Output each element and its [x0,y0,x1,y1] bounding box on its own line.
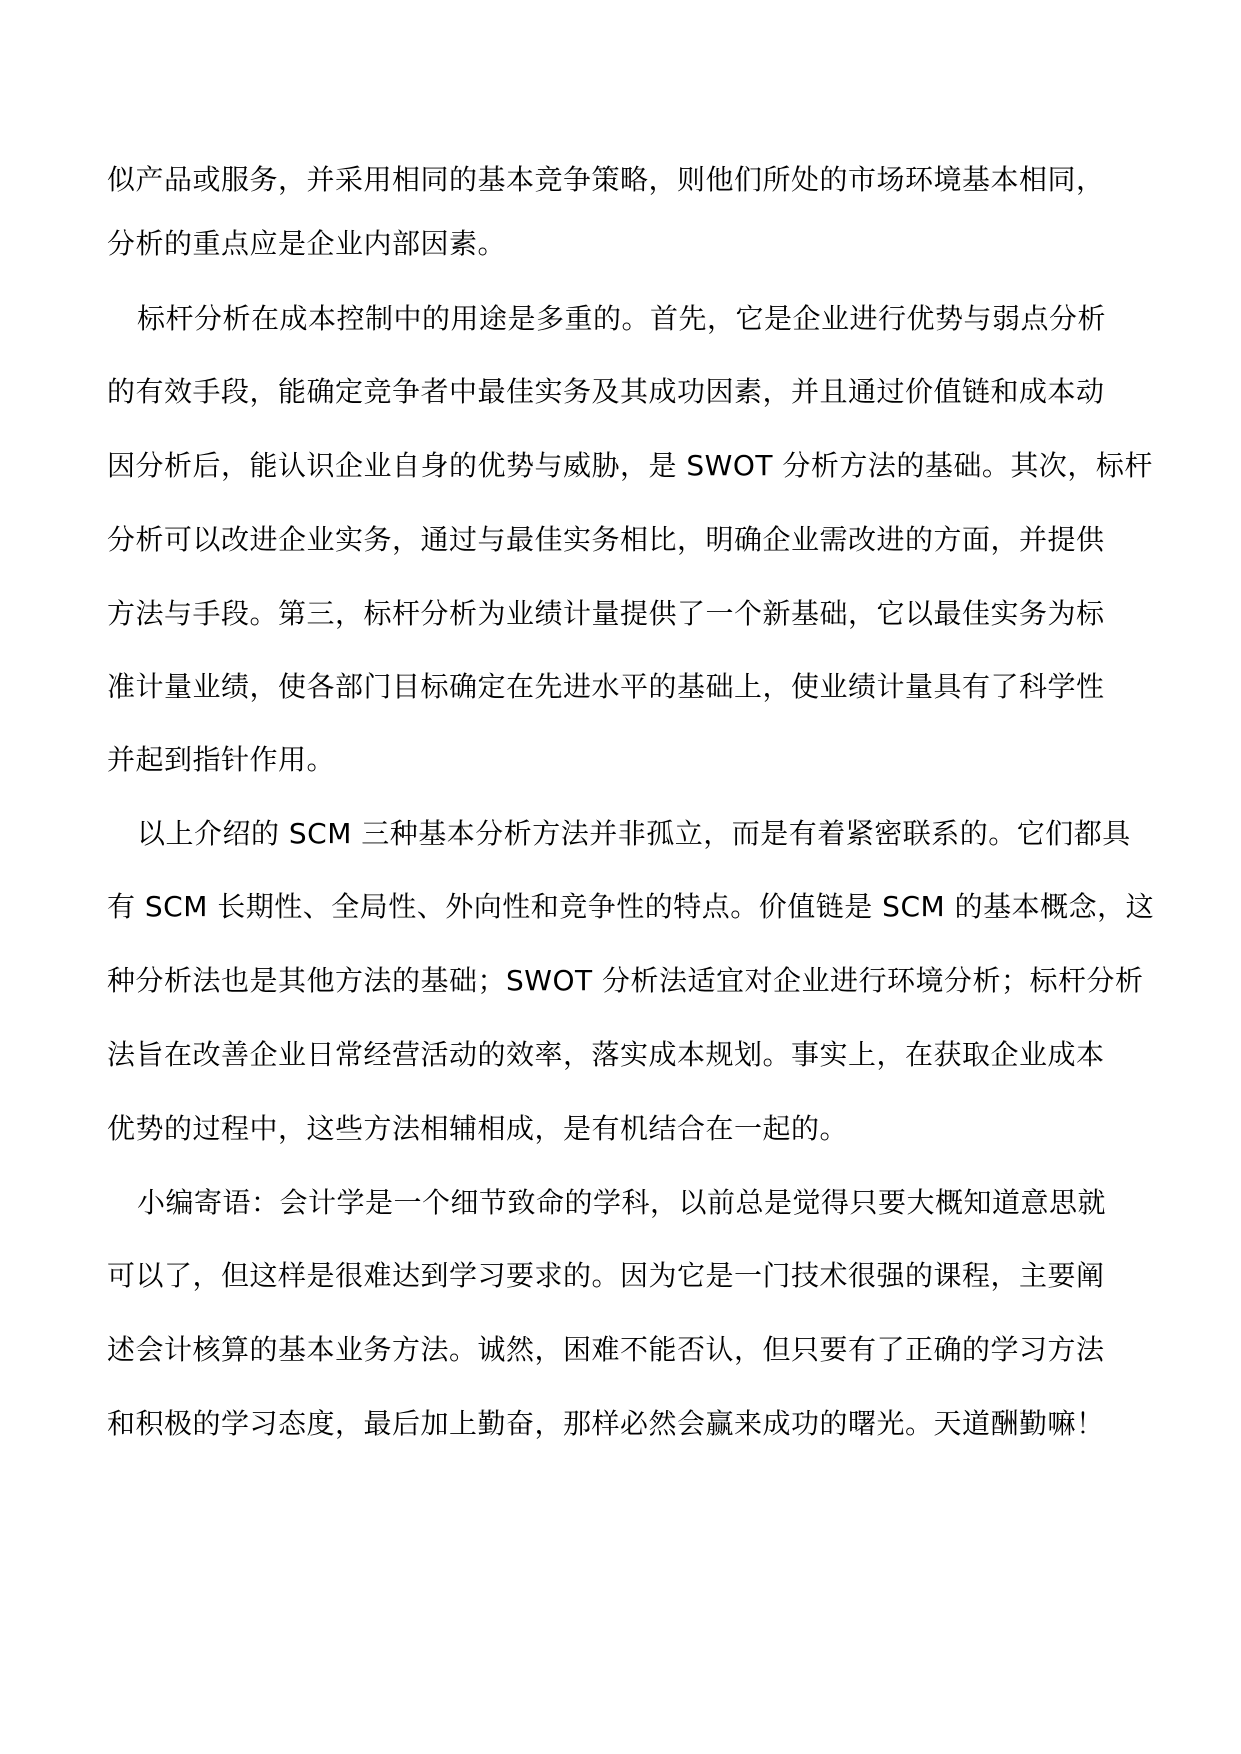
text-line: 有 SCM 长期性、全局性、外向性和竞争性的特点。价值链是 SCM 的基本概念，这 [107,890,1155,923]
text-line: 可以了，但这样是很难达到学习要求的。因为它是一门技术很强的课程，主要阐 [107,1259,1105,1292]
text-line: 分析的重点应是企业内部因素。 [107,227,507,260]
paragraph-start-line: 小编寄语：会计学是一个细节致命的学科，以前总是觉得只要大概知道意思就 [137,1186,1107,1219]
text-line: 述会计核算的基本业务方法。诚然，困难不能否认，但只要有了正确的学习方法 [107,1333,1105,1366]
paragraph-start-line: 标杆分析在成本控制中的用途是多重的。首先，它是企业进行优势与弱点分析 [137,302,1107,335]
text-line: 分析可以改进企业实务，通过与最佳实务相比，明确企业需改进的方面，并提供 [107,523,1105,556]
text-line: 和积极的学习态度，最后加上勤奋，那样必然会赢来成功的曙光。天道酬勤嘛！ [107,1407,1105,1440]
text-line: 似产品或服务，并采用相同的基本竞争策略，则他们所处的市场环境基本相同， [107,163,1105,196]
text-line: 并起到指针作用。 [107,743,336,776]
text-line: 因分析后，能认识企业自身的优势与威胁，是 SWOT 分析方法的基础。其次，标杆 [107,449,1153,482]
text-line: 方法与手段。第三，标杆分析为业绩计量提供了一个新基础，它以最佳实务为标 [107,597,1105,630]
text-line: 种分析法也是其他方法的基础；SWOT 分析法适宜对企业进行环境分析；标杆分析 [107,964,1144,997]
text-line: 优势的过程中，这些方法相辅相成，是有机结合在一起的。 [107,1112,849,1145]
text-line: 的有效手段，能确定竞争者中最佳实务及其成功因素，并且通过价值链和成本动 [107,375,1105,408]
paragraph-start-line: 以上介绍的 SCM 三种基本分析方法并非孤立，而是有着紧密联系的。它们都具 [137,817,1131,850]
text-line: 法旨在改善企业日常经营活动的效率，落实成本规划。事实上，在获取企业成本 [107,1038,1105,1071]
text-line: 准计量业绩，使各部门目标确定在先进水平的基础上，使业绩计量具有了科学性 [107,670,1105,703]
